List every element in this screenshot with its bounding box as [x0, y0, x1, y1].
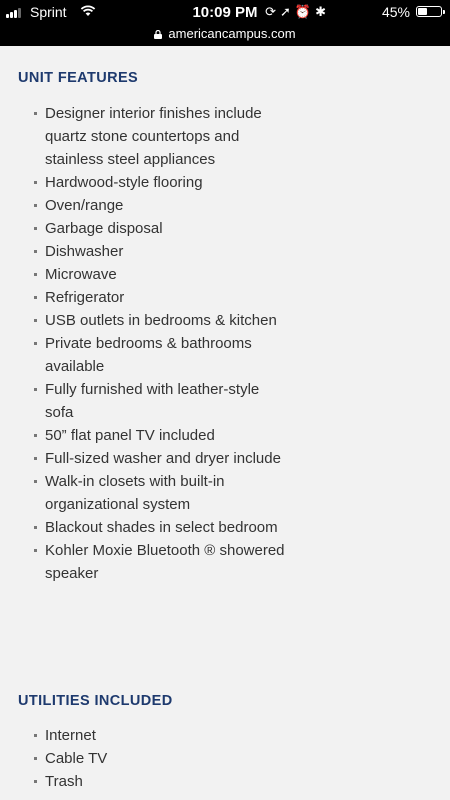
- list-item: Cable TV: [30, 747, 290, 770]
- status-icons: [265, 4, 330, 20]
- browser-header: [0, 0, 450, 46]
- utilities-list: [30, 724, 290, 793]
- list-item: Garbage disposal: [30, 217, 290, 240]
- url-text: americancampus.com: [168, 26, 296, 41]
- list-item: Refrigerator: [30, 286, 290, 309]
- clock: 10:09 PM: [192, 4, 258, 21]
- battery-icon: [416, 6, 442, 17]
- unit-features-list: [30, 102, 290, 585]
- list-item: 50” flat panel TV included: [30, 424, 290, 447]
- bluetooth-icon: ✱: [315, 4, 330, 19]
- list-item: Internet: [30, 724, 290, 747]
- list-item: Kohler Moxie Bluetooth ® showered speaker: [30, 539, 290, 585]
- list-item: Dishwasher: [30, 240, 290, 263]
- list-item: Microwave: [30, 263, 290, 286]
- battery-percent: 45%: [381, 4, 410, 20]
- list-item: Blackout shades in select bedroom: [30, 516, 290, 539]
- list-item: Trash: [30, 770, 290, 793]
- list-item: Designer interior finishes include quartz stone countertops and stainless steel appliances: [30, 102, 290, 171]
- rotation-lock-icon: ⟳: [265, 4, 280, 19]
- address-bar[interactable]: [0, 26, 450, 41]
- lock-icon: [154, 30, 162, 39]
- battery-level: [418, 8, 427, 15]
- list-item: Private bedrooms & bathrooms available: [30, 332, 290, 378]
- list-item: USB outlets in bedrooms & kitchen: [30, 309, 290, 332]
- status-bar: [0, 0, 450, 25]
- carrier-label: Sprint: [30, 4, 67, 20]
- utilities-heading: UTILITIES INCLUDED: [18, 693, 173, 709]
- list-item: Fully furnished with leather-style sofa: [30, 378, 290, 424]
- list-item: Hardwood-style flooring: [30, 171, 290, 194]
- alarm-icon: ⏰: [294, 4, 316, 19]
- location-icon: ➚: [280, 4, 295, 19]
- unit-features-heading: UNIT FEATURES: [18, 70, 139, 86]
- list-item: Walk-in closets with built-in organizational system: [30, 470, 290, 516]
- list-item: Full-sized washer and dryer include: [30, 447, 290, 470]
- list-item: Oven/range: [30, 194, 290, 217]
